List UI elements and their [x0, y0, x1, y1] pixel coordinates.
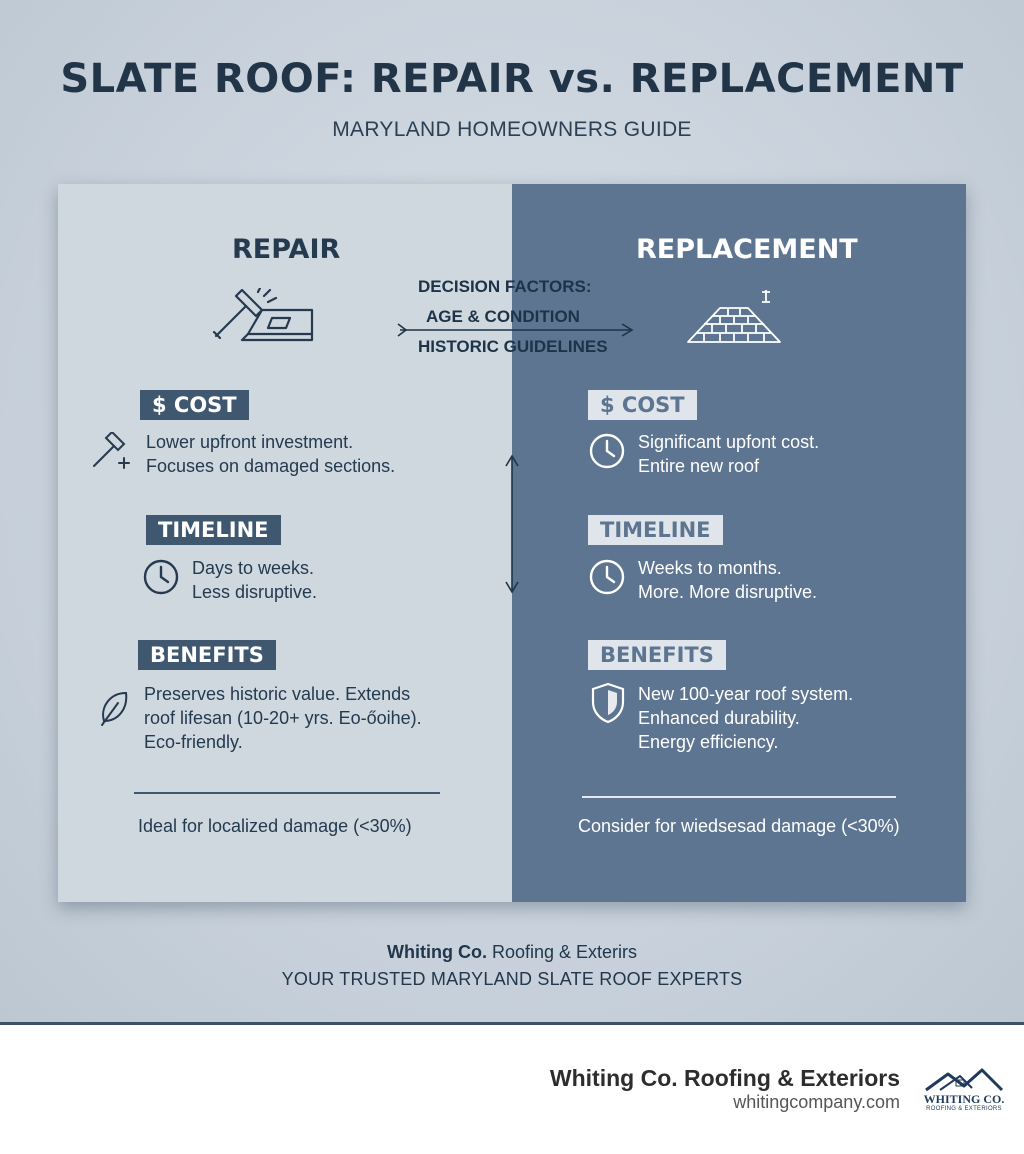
clock-icon — [142, 558, 180, 596]
replacement-title: REPLACEMENT — [636, 234, 858, 265]
repair-timeline-text: Days to weeks. Less disruptive. — [192, 558, 318, 602]
comparison-panel — [58, 184, 966, 902]
replacement-benefits-label: BENEFITS — [588, 640, 726, 670]
repair-footnote: Ideal for localized damage (<30%) — [138, 816, 412, 836]
logo-text: WHITING CO. — [923, 1092, 1005, 1106]
repair-title: REPAIR — [232, 234, 341, 265]
replacement-footnote: Consider for wiedsesad damage (<30%) — [578, 816, 900, 836]
leaf-icon — [98, 689, 130, 727]
decision-arrow-icon — [396, 322, 636, 338]
repair-timeline-label: TIMELINE — [146, 515, 281, 545]
vertical-arrow-icon — [503, 454, 521, 594]
brand-tagline: YOUR TRUSTED MARYLAND SLATE ROOF EXPERTS — [281, 969, 743, 989]
shield-icon — [590, 682, 626, 724]
replacement-cost-label: $ COST — [588, 390, 697, 420]
replacement-cost-text: Significant upfont cost. Entire new roof — [638, 432, 820, 476]
brand-name: Whiting Co. Roofing & Exterirs — [386, 942, 638, 962]
footer-url[interactable]: whitingcompany.com — [733, 1092, 900, 1112]
brand-block — [0, 942, 1024, 990]
page-subtitle: MARYLAND HOMEOWNERS GUIDE — [332, 118, 692, 141]
replacement-timeline-text: Weeks to months. More. More disruptive. — [638, 558, 818, 602]
replacement-benefits-text: New 100-year roof system. Enhanced durability. Energy efficiency. — [638, 684, 854, 752]
clock-icon — [588, 558, 626, 596]
page-title: SLATE ROOF: REPAIR vs. REPLACEMENT — [60, 56, 964, 102]
repair-cost-text: Lower upfront investment. Focuses on damaged sections. — [146, 432, 396, 476]
decision-factors — [418, 272, 618, 362]
repair-divider — [134, 792, 440, 794]
replacement-timeline-label: TIMELINE — [588, 515, 723, 545]
hammer-icon — [90, 432, 134, 470]
brick-roof-icon — [686, 288, 782, 344]
logo-subtext: ROOFING & EXTERIORS — [926, 1106, 1002, 1112]
decision-factor-item: HISTORIC GUIDELINES — [418, 337, 608, 356]
house-roof-icon — [924, 1068, 1004, 1092]
footer-company-name: Whiting Co. Roofing & Exteriors — [549, 1065, 900, 1091]
hammer-icon — [212, 288, 316, 344]
repair-benefits-label: BENEFITS — [138, 640, 276, 670]
footer — [0, 1025, 1024, 1154]
decision-factors-header: DECISION FACTORS: — [418, 277, 592, 296]
replacement-divider — [582, 796, 896, 798]
repair-cost-label: $ COST — [140, 390, 249, 420]
repair-benefits-text: Preserves historic value. Extends roof lifesan (10-20+ yrs. Eo-őoihe). Eco-friendly. — [144, 684, 422, 752]
clock-icon — [588, 432, 626, 470]
company-logo[interactable] — [918, 1068, 1010, 1118]
decision-factor-item: AGE & CONDITION — [426, 307, 580, 326]
